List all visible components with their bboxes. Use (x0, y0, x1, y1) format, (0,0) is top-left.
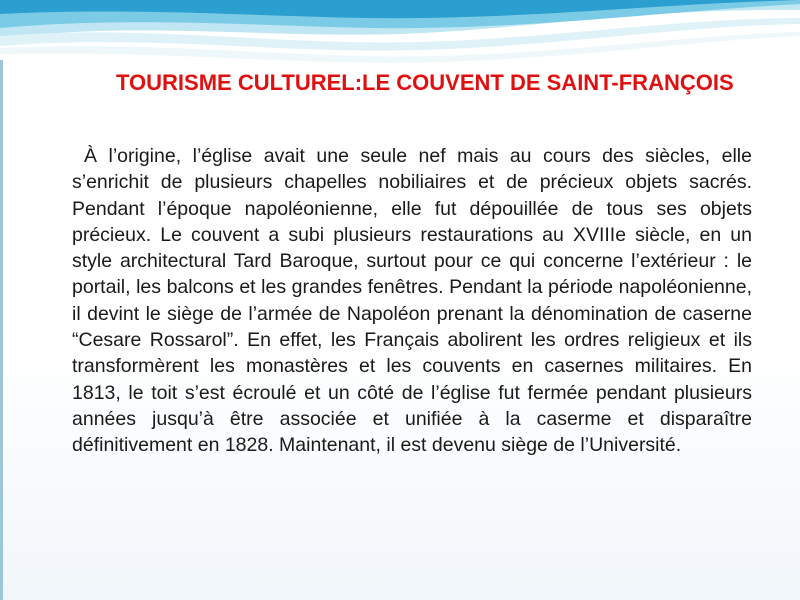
slide-paragraph: À l’origine, l’église avait une seule nef mais au cours des siècles, elle s’enrichit de plusieurs chapelles nobiliaires et de précieux objets sacrés. Pendant l’époque napoléonienne, elle fut dépouillée de tous ses objets précieux. Le couvent a subi plusieurs restaurations au XVIIIe siècle, en un style architectural Tard Baroque, surtout pour ce qui concerne l’extérieur : le portail, les balcons et les grandes fenêtres. Pendant la période napoléonienne, il devint le siège de l’armée de Napoléon prenant la dénomination de caserne “Cesare Rossarol”. En effet, les Français abolirent les ordres religieux et ils transformèrent les monastères et les couvents en casernes militaires. En 1813, le toit s’est écroulé et un côté de l’église fut fermée pendant plusieurs années jusqu’à être associée et unifiée à la caserme et disparaître définitivement en 1828. Maintenant, il est devenu siège de l’Université. (72, 145, 752, 457)
header-wave-decoration (0, 0, 800, 78)
left-accent-band (0, 60, 3, 600)
slide-title: TOURISME CULTUREL:LE COUVENT DE SAINT-FRANÇOIS (116, 70, 734, 95)
